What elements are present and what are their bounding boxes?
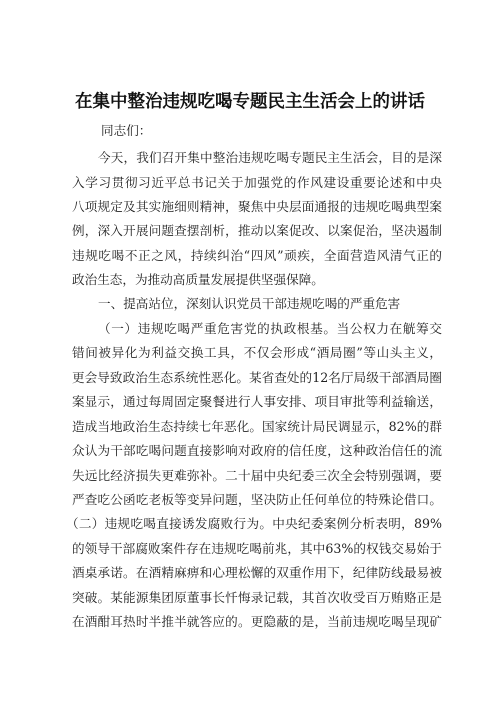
paragraph-line: 政治生态，为推动高质量发展提供坚强保障。 bbox=[72, 272, 324, 287]
paragraph-line: （一）违规吃喝严重危害党的执政根基。当公权力在觥筹交 bbox=[98, 321, 442, 336]
paragraph-line: （二）违规吃喝直接诱发腐败行为。中央纪委案例分析表明，89% bbox=[66, 516, 442, 531]
paragraph-line: 例，深入开展问题查摆剖析，推动以案促改、以案促治，坚决遏制 bbox=[72, 223, 442, 238]
paragraph-line: 突破。某能源集团原董事长忏悔录记载，其首次收受百万贿赂正是 bbox=[72, 590, 442, 605]
salutation: 同志们： bbox=[101, 123, 152, 138]
paragraph-line: 案显示，通过每周固定聚餐进行人事安排、项目审批等利益输送， bbox=[72, 394, 442, 409]
paragraph-line: 更会导致政治生态系统性恶化。某省查处的12名厅局级干部酒局圈 bbox=[72, 370, 442, 385]
paragraph-line: 严查吃公函吃老板等变异问题，坚决防止任何单位的特殊论借口。 bbox=[72, 492, 442, 507]
paragraph-line: 的领导干部腐败案件存在违规吃喝前兆，其中63%的权钱交易始于 bbox=[72, 541, 442, 556]
paragraph-line: 入学习贯彻习近平总书记关于加强党的作风建设重要论述和中央 bbox=[72, 175, 442, 190]
paragraph-line: 错间被异化为利益交换工具，不仅会形成“酒局圈”等山头主义， bbox=[72, 345, 442, 360]
paragraph-line: 造成当地政治生态持续七年恶化。国家统计局民调显示，82%的群 bbox=[72, 419, 442, 434]
paragraph-line: 今天，我们召开集中整治违规吃喝专题民主生活会，目的是深 bbox=[98, 150, 442, 165]
paragraph-line: 八项规定及其实施细则精神，聚焦中央层面通报的违规吃喝典型案 bbox=[72, 199, 442, 214]
document-title: 在集中整治违规吃喝专题民主生活会上的讲话 bbox=[75, 92, 425, 112]
section-heading: 一、提高站位，深刻认识党员干部违规吃喝的严重危害 bbox=[98, 296, 401, 311]
paragraph-line: 在酒酣耳热时半推半就答应的。更隐蔽的是，当前违规吃喝呈现矿 bbox=[72, 614, 442, 629]
paragraph-line: 失远比经济损失更难弥补。二十届中央纪委三次全会特别强调，要 bbox=[72, 468, 442, 483]
paragraph-line: 酒桌承诺。在酒精麻痹和心理松懈的双重作用下，纪律防线最易被 bbox=[72, 565, 442, 580]
paragraph-line: 众认为干部吃喝问题直接影响对政府的信任度，这种政治信任的流 bbox=[72, 443, 442, 458]
paragraph-line: 违规吃喝不正之风，持续纠治“四风”顽疾，全面营造风清气正的 bbox=[72, 248, 442, 263]
